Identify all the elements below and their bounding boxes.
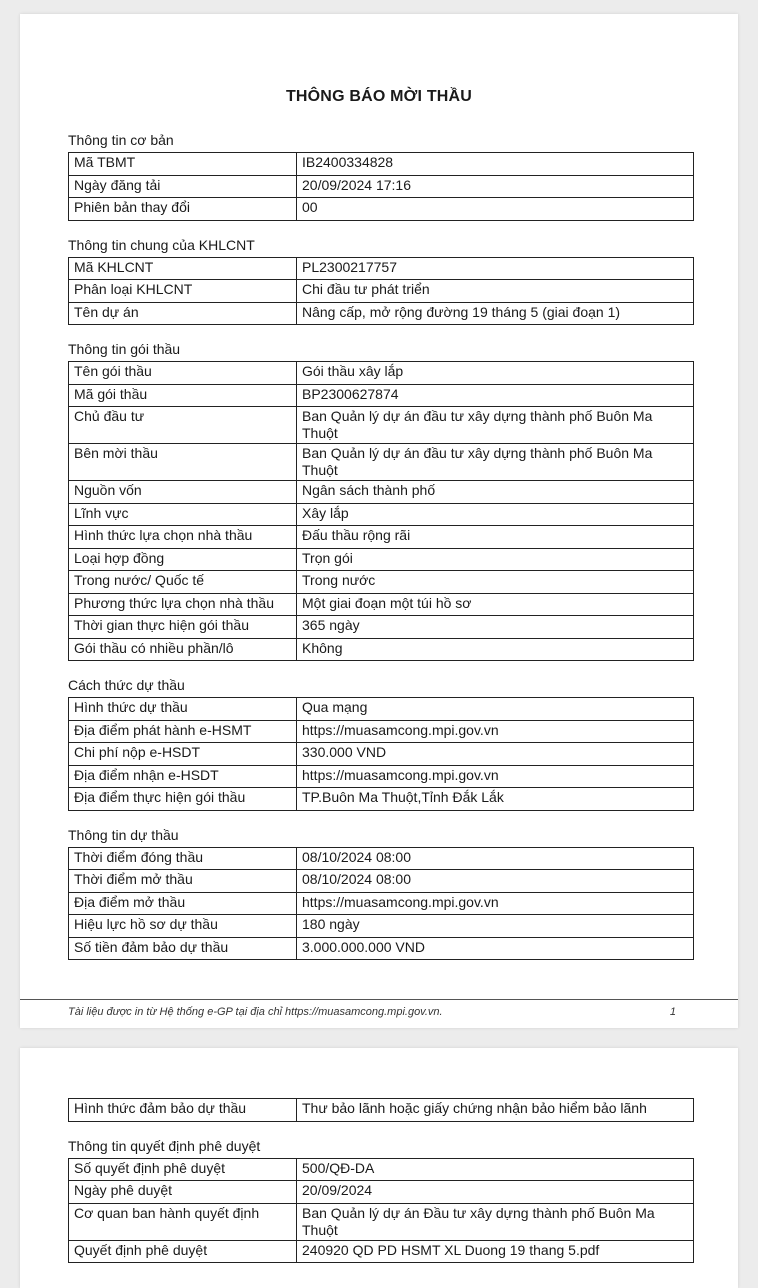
table-approval-decision	[68, 1158, 694, 1264]
field-value: Ban Quản lý dự án đầu tư xây dựng thành phố Buôn Ma Thuột	[297, 444, 694, 481]
field-value: 330.000 VND	[297, 743, 694, 766]
field-label: Thời điểm mở thầu	[69, 870, 297, 893]
table-khlcnt	[68, 257, 694, 326]
table-row	[69, 765, 694, 788]
field-label: Mã TBMT	[69, 153, 297, 176]
field-label: Tên gói thầu	[69, 362, 297, 385]
field-value: 08/10/2024 08:00	[297, 870, 694, 893]
field-value: TP.Buôn Ma Thuột,Tỉnh Đắk Lắk	[297, 788, 694, 811]
field-label: Tên dự án	[69, 302, 297, 325]
footer-divider	[20, 999, 738, 1000]
field-label: Lĩnh vực	[69, 503, 297, 526]
field-value: 20/09/2024 17:16	[297, 175, 694, 198]
field-value: https://muasamcong.mpi.gov.vn	[297, 765, 694, 788]
table-basic-info	[68, 152, 694, 221]
field-label: Mã KHLCNT	[69, 257, 297, 280]
field-label: Thời điểm đóng thầu	[69, 847, 297, 870]
field-label: Ngày phê duyệt	[69, 1181, 297, 1204]
field-label: Số quyết định phê duyệt	[69, 1158, 297, 1181]
table-bid-info	[68, 847, 694, 961]
table-row	[69, 280, 694, 303]
field-value: Thư bảo lãnh hoặc giấy chứng nhận bảo hiểm bảo lãnh	[297, 1099, 694, 1122]
document-title: THÔNG BÁO MỜI THẦU	[285, 88, 473, 105]
field-value: 20/09/2024	[297, 1181, 694, 1204]
field-value: PL2300217757	[297, 257, 694, 280]
field-value: 3.000.000.000 VND	[297, 937, 694, 960]
table-row	[69, 526, 694, 549]
table-row	[69, 302, 694, 325]
field-value: Ban Quản lý dự án Đầu tư xây dựng thành phố Buôn Ma Thuột	[297, 1203, 694, 1240]
field-label: Quyết định phê duyệt	[69, 1240, 297, 1263]
field-value: 500/QĐ-DA	[297, 1158, 694, 1181]
table-row	[69, 1240, 694, 1263]
table-row	[69, 571, 694, 594]
table-row	[69, 847, 694, 870]
field-label: Số tiền đảm bảo dự thầu	[69, 937, 297, 960]
field-value: Ban Quản lý dự án đầu tư xây dựng thành phố Buôn Ma Thuột	[297, 407, 694, 444]
table-row	[69, 1158, 694, 1181]
table-row	[69, 198, 694, 221]
field-label: Nguồn vốn	[69, 481, 297, 504]
field-value: 180 ngày	[297, 915, 694, 938]
field-label: Hình thức dự thầu	[69, 698, 297, 721]
document-page-2	[20, 1048, 738, 1288]
table-row	[69, 548, 694, 571]
table-row	[69, 915, 694, 938]
table-row	[69, 503, 694, 526]
page-number: 1	[669, 1006, 676, 1018]
field-label: Địa điểm mở thầu	[69, 892, 297, 915]
table-row	[69, 153, 694, 176]
table-row	[69, 407, 694, 444]
field-value: https://muasamcong.mpi.gov.vn	[297, 892, 694, 915]
field-label: Địa điểm nhận e-HSDT	[69, 765, 297, 788]
field-value: BP2300627874	[297, 384, 694, 407]
field-label: Hiệu lực hồ sơ dự thầu	[69, 915, 297, 938]
field-label: Loại hợp đồng	[69, 548, 297, 571]
field-value: Qua mạng	[297, 698, 694, 721]
table-row	[69, 444, 694, 481]
table-row	[69, 1203, 694, 1240]
table-row	[69, 870, 694, 893]
field-value: 365 ngày	[297, 616, 694, 639]
field-value: Đấu thầu rộng rãi	[297, 526, 694, 549]
table-row	[69, 616, 694, 639]
table-row	[69, 720, 694, 743]
section-title-bid-info: Thông tin dự thầu	[68, 826, 179, 843]
field-label: Địa điểm phát hành e-HSMT	[69, 720, 297, 743]
field-label: Phân loại KHLCNT	[69, 280, 297, 303]
field-value: Một giai đoạn một túi hồ sơ	[297, 593, 694, 616]
table-row	[69, 593, 694, 616]
field-label: Chủ đầu tư	[69, 407, 297, 444]
field-label: Hình thức đảm bảo dự thầu	[69, 1099, 297, 1122]
section-title-bidding-method: Cách thức dự thầu	[68, 677, 185, 693]
field-value: 00	[297, 198, 694, 221]
table-row	[69, 1099, 694, 1122]
table-package-info	[68, 361, 694, 661]
field-value: Ngân sách thành phố	[297, 481, 694, 504]
field-value: 08/10/2024 08:00	[297, 847, 694, 870]
table-bidding-method	[68, 697, 694, 811]
table-row	[69, 257, 694, 280]
field-label: Bên mời thầu	[69, 444, 297, 481]
field-label: Hình thức lựa chọn nhà thầu	[69, 526, 297, 549]
field-value: Gói thầu xây lắp	[297, 362, 694, 385]
field-label: Cơ quan ban hành quyết định	[69, 1203, 297, 1240]
table-row	[69, 788, 694, 811]
field-value: 240920 QD PD HSMT XL Duong 19 thang 5.pdf	[297, 1240, 694, 1263]
document-page-1	[20, 14, 738, 1028]
field-label: Địa điểm thực hiện gói thầu	[69, 788, 297, 811]
field-value: Trong nước	[297, 571, 694, 594]
field-label: Phiên bản thay đổi	[69, 198, 297, 221]
field-value: IB2400334828	[297, 153, 694, 176]
field-label: Mã gói thầu	[69, 384, 297, 407]
page-footer-text: Tài liệu được in từ Hệ thống e-GP tại địa chỉ https://muasamcong.mpi.gov.vn.	[68, 1006, 443, 1018]
field-value: Xây lắp	[297, 503, 694, 526]
field-value: Không	[297, 638, 694, 661]
section-title-package-info: Thông tin gói thầu	[68, 341, 181, 357]
table-row	[69, 362, 694, 385]
field-label: Trong nước/ Quốc tế	[69, 571, 297, 594]
field-value: Trọn gói	[297, 548, 694, 571]
page-1-content	[68, 130, 694, 960]
table-guarantee-form	[68, 1098, 694, 1122]
section-title-basic-info: Thông tin cơ bản	[68, 132, 174, 148]
table-row	[69, 175, 694, 198]
page-2-content	[68, 1098, 694, 1263]
table-row	[69, 743, 694, 766]
field-label: Gói thầu có nhiều phần/lô	[69, 638, 297, 661]
table-row	[69, 481, 694, 504]
table-row	[69, 638, 694, 661]
table-row	[69, 892, 694, 915]
field-label: Phương thức lựa chọn nhà thầu	[69, 593, 297, 616]
field-label: Ngày đăng tải	[69, 175, 297, 198]
field-value: Chi đầu tư phát triển	[297, 280, 694, 303]
field-label: Thời gian thực hiện gói thầu	[69, 616, 297, 639]
section-title-approval-decision: Thông tin quyết định phê duyệt	[68, 1137, 261, 1154]
field-value: Nâng cấp, mở rộng đường 19 tháng 5 (giai đoạn 1)	[297, 302, 694, 325]
table-row	[69, 1181, 694, 1204]
table-row	[69, 698, 694, 721]
table-row	[69, 384, 694, 407]
field-value: https://muasamcong.mpi.gov.vn	[297, 720, 694, 743]
field-label: Chi phí nộp e-HSDT	[69, 743, 297, 766]
section-title-khlcnt: Thông tin chung của KHLCNT	[68, 236, 255, 253]
table-row	[69, 937, 694, 960]
